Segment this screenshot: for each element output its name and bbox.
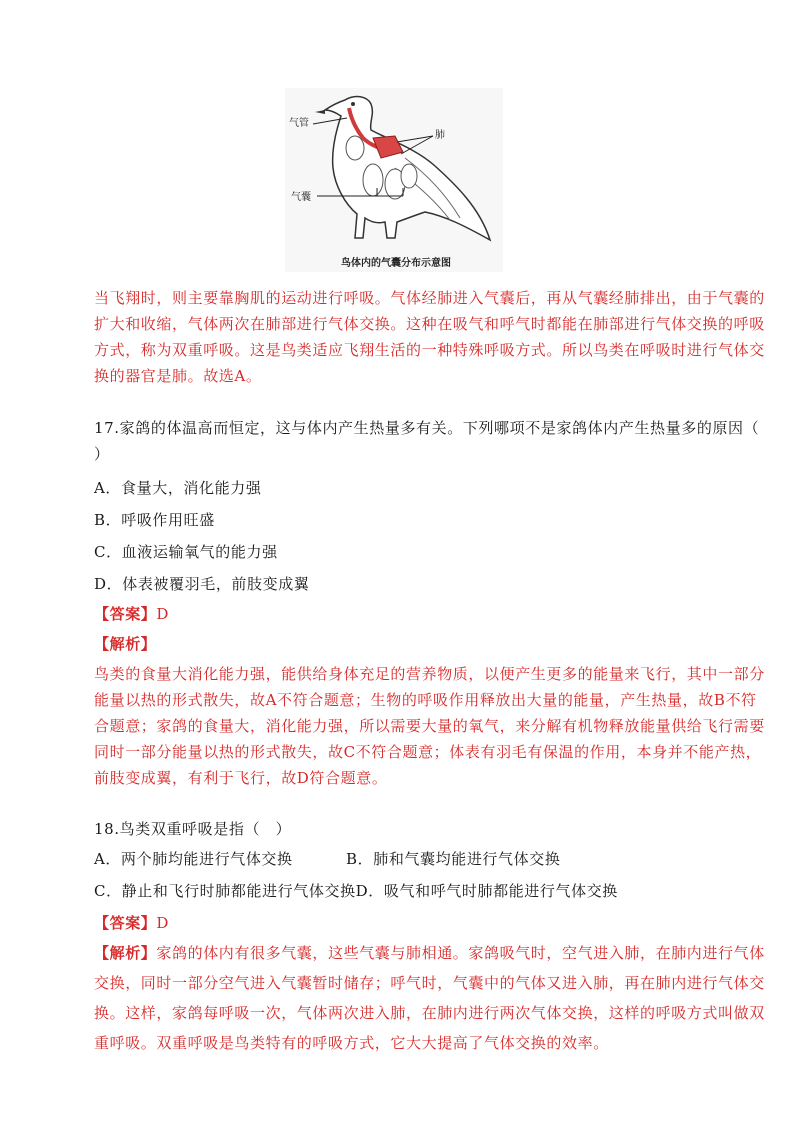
answer-value: D — [156, 914, 170, 932]
analysis-line: 交换，同时一部分空气进入气囊暂时储存；呼气时，气囊中的气体又进入肺，再在肺内进行气体交 — [94, 974, 765, 992]
q18-analysis — [94, 970, 765, 1056]
intro-line: 扩大和收缩，气体两次在肺部进行气体交换。这种在吸气和呼气时都能在肺部进行气体交换的呼吸 — [94, 315, 765, 333]
q17-stem-cont: ） — [94, 445, 110, 463]
figure-caption: 鸟体内的气囊分布示意图 — [341, 258, 451, 269]
q18-option-a: A．两个肺均能进行气体交换 — [94, 850, 293, 868]
intro-line: 换的器官是肺。故选A。 — [94, 367, 262, 385]
analysis-tag: 【解析】 — [94, 635, 157, 653]
analysis-line: 前肢变成翼，有利于飞行，故D符合题意。 — [94, 769, 388, 787]
q17-answer-row — [94, 601, 712, 627]
q18-options-ab — [94, 846, 712, 872]
label-lung: 肺 — [435, 130, 445, 141]
q17-analysis — [94, 661, 765, 791]
q18-analysis-first-row — [94, 940, 765, 966]
analysis-line: 重呼吸。双重呼吸是鸟类特有的呼吸方式，它大大提高了气体交换的效率。 — [94, 1034, 609, 1052]
q17-option-d: D．体表被覆羽毛，前肢变成翼 — [94, 575, 310, 593]
intro-line: 当飞翔时，则主要靠胸肌的运动进行呼吸。气体经肺进入气囊后，再从气囊经肺排出，由于气囊的 — [94, 289, 765, 307]
analysis-line: 家鸽的体内有很多气囊，这些气囊与肺相通。家鸽吸气时，空气进入肺，在肺内进行气体 — [156, 944, 765, 962]
q17-stem: 17.家鸽的体温高而恒定，这与体内产生热量多有关。下列哪项不是家鸽体内产生热量多的原因（ — [94, 419, 760, 437]
q18-options-cd: C．静止和飞行时肺都能进行气体交换D．吸气和呼气时肺都能进行气体交换 — [94, 882, 618, 900]
intro-line: 方式，称为双重呼吸。这是鸟类适应飞翔生活的一种特殊呼吸方式。所以鸟类在呼吸时进行气体交 — [94, 341, 765, 359]
q17-option-b: B．呼吸作用旺盛 — [94, 511, 215, 529]
answer-value: D — [156, 605, 170, 623]
q18-stem: 18.鸟类双重呼吸是指（ ） — [94, 820, 292, 838]
label-airsac: 气囊 — [291, 192, 311, 203]
q17-analysis-tag-row — [94, 631, 712, 657]
analysis-tag: 【解析】 — [94, 944, 157, 962]
intro-analysis — [94, 285, 765, 389]
q17-option-a: A．食量大，消化能力强 — [94, 479, 262, 497]
bird-diagram-illustration — [285, 88, 503, 272]
q18-option-b: B．肺和气囊均能进行气体交换 — [346, 850, 561, 868]
analysis-line: 能量以热的形式散失，故A不符合题意；生物的呼吸作用释放出大量的能量，产生热量，故B不符 — [94, 691, 757, 709]
label-trachea: 气管 — [289, 118, 309, 129]
question-17 — [94, 415, 765, 791]
answer-tag: 【答案】 — [94, 914, 157, 932]
analysis-line: 换。这样，家鸽每呼吸一次，气体两次进入肺，在肺内进行两次气体交换，这样的呼吸方式叫做双 — [94, 1004, 765, 1022]
q17-option-c: C．血液运输氧气的能力强 — [94, 543, 278, 561]
q18-answer-row — [94, 910, 712, 936]
analysis-line: 同时一部分能量以热的形式散失，故C不符合题意；体表有羽毛有保温的作用，本身并不能产热， — [94, 743, 762, 761]
question-18 — [94, 816, 765, 1056]
analysis-line: 合题意；家鸽的食量大，消化能力强，所以需要大量的氧气，来分解有机物释放能量供给飞行需要 — [94, 717, 765, 735]
answer-tag: 【答案】 — [94, 605, 157, 623]
bird-airsac-figure — [285, 88, 503, 272]
analysis-line: 鸟类的食量大消化能力强，能供给身体充足的营养物质，以便产生更多的能量来飞行，其中一部分 — [94, 665, 765, 683]
